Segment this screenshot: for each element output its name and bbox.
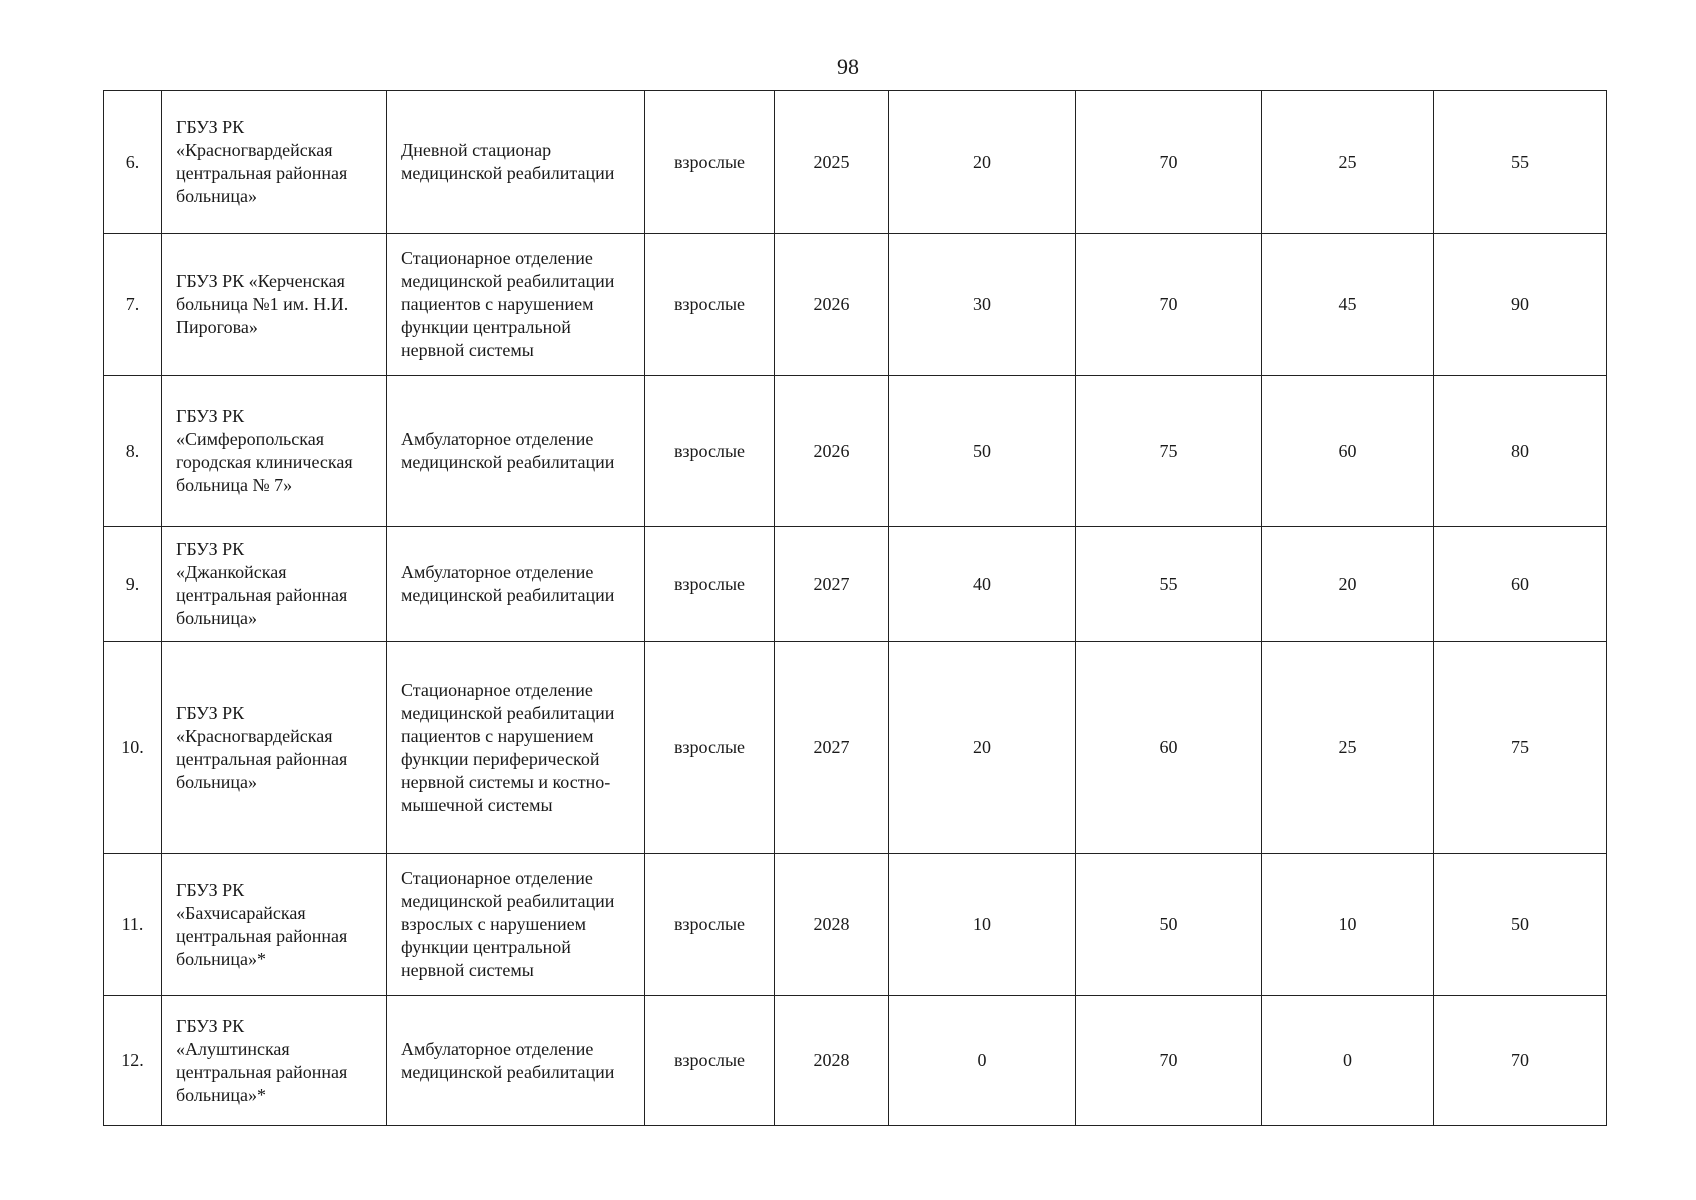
organization-name: ГБУЗ РК «Симферопольская городская клиническая больница № 7» — [176, 406, 353, 495]
table-row — [104, 91, 1607, 234]
value-4: 60 — [1434, 527, 1607, 642]
value-3: 10 — [1262, 854, 1434, 996]
row-number: 9. — [104, 527, 162, 642]
page-number: 98 — [837, 54, 859, 79]
organization-cell — [162, 91, 387, 234]
facilities-table — [103, 90, 1607, 1126]
organization-name: ГБУЗ РК «Джанкойская центральная районная больница» — [176, 539, 348, 628]
year: 2028 — [775, 996, 889, 1126]
organization-name: ГБУЗ РК «Алуштинская центральная районная больница»* — [176, 1015, 348, 1105]
value-4: 80 — [1434, 376, 1607, 527]
department-name: Амбулаторное отделение медицинской реабилитации — [401, 1038, 615, 1082]
patient-group: взрослые — [645, 91, 775, 234]
value-4: 50 — [1434, 854, 1607, 996]
row-number: 12. — [104, 996, 162, 1126]
table-row — [104, 854, 1607, 996]
organization-cell — [162, 376, 387, 527]
organization-cell — [162, 854, 387, 996]
table-row — [104, 642, 1607, 854]
department-cell — [387, 234, 645, 376]
department-cell — [387, 854, 645, 996]
department-name: Стационарное отделение медицинской реабилитации пациентов с нарушением функции периферической нервной системы и костно-мышечной системы — [401, 679, 615, 815]
value-3: 0 — [1262, 996, 1434, 1126]
patient-group: взрослые — [645, 234, 775, 376]
value-2: 75 — [1076, 376, 1262, 527]
value-1: 40 — [889, 527, 1076, 642]
year: 2028 — [775, 854, 889, 996]
department-name: Дневной стационар медицинской реабилитации — [401, 140, 615, 183]
patient-group: взрослые — [645, 527, 775, 642]
value-4: 75 — [1434, 642, 1607, 854]
organization-name: ГБУЗ РК «Красногвардейская центральная районная больница» — [176, 117, 348, 206]
year: 2025 — [775, 91, 889, 234]
row-number: 8. — [104, 376, 162, 527]
row-number: 6. — [104, 91, 162, 234]
year: 2026 — [775, 376, 889, 527]
value-2: 55 — [1076, 527, 1262, 642]
department-cell — [387, 527, 645, 642]
value-1: 30 — [889, 234, 1076, 376]
row-number: 7. — [104, 234, 162, 376]
department-cell — [387, 91, 645, 234]
year: 2027 — [775, 642, 889, 854]
table-row — [104, 996, 1607, 1126]
department-name: Стационарное отделение медицинской реабилитации пациентов с нарушением функции центральной нервной системы — [401, 248, 615, 360]
department-cell — [387, 642, 645, 854]
row-number: 10. — [104, 642, 162, 854]
value-4: 55 — [1434, 91, 1607, 234]
value-1: 10 — [889, 854, 1076, 996]
organization-name: ГБУЗ РК «Керченская больница №1 им. Н.И. Пирогова» — [176, 271, 349, 337]
value-1: 0 — [889, 996, 1076, 1126]
department-name: Амбулаторное отделение медицинской реабилитации — [401, 429, 615, 472]
organization-name: ГБУЗ РК «Бахчисарайская центральная районная больница»* — [176, 879, 348, 969]
table-row — [104, 376, 1607, 527]
value-2: 70 — [1076, 996, 1262, 1126]
organization-cell — [162, 527, 387, 642]
value-3: 25 — [1262, 642, 1434, 854]
patient-group: взрослые — [645, 376, 775, 527]
organization-cell — [162, 642, 387, 854]
table-row — [104, 527, 1607, 642]
value-4: 90 — [1434, 234, 1607, 376]
value-2: 60 — [1076, 642, 1262, 854]
value-1: 20 — [889, 91, 1076, 234]
value-3: 25 — [1262, 91, 1434, 234]
patient-group: взрослые — [645, 642, 775, 854]
year: 2027 — [775, 527, 889, 642]
value-3: 20 — [1262, 527, 1434, 642]
table-row — [104, 234, 1607, 376]
value-2: 50 — [1076, 854, 1262, 996]
value-4: 70 — [1434, 996, 1607, 1126]
year: 2026 — [775, 234, 889, 376]
organization-name: ГБУЗ РК «Красногвардейская центральная районная больница» — [176, 702, 348, 792]
organization-cell — [162, 996, 387, 1126]
row-number: 11. — [104, 854, 162, 996]
value-3: 45 — [1262, 234, 1434, 376]
value-2: 70 — [1076, 234, 1262, 376]
value-1: 20 — [889, 642, 1076, 854]
organization-cell — [162, 234, 387, 376]
patient-group: взрослые — [645, 854, 775, 996]
department-cell — [387, 996, 645, 1126]
department-name: Стационарное отделение медицинской реабилитации взрослых с нарушением функции центральной нервной системы — [401, 868, 615, 980]
department-name: Амбулаторное отделение медицинской реабилитации — [401, 562, 615, 605]
value-2: 70 — [1076, 91, 1262, 234]
patient-group: взрослые — [645, 996, 775, 1126]
department-cell — [387, 376, 645, 527]
value-1: 50 — [889, 376, 1076, 527]
table-body — [104, 91, 1607, 1126]
value-3: 60 — [1262, 376, 1434, 527]
